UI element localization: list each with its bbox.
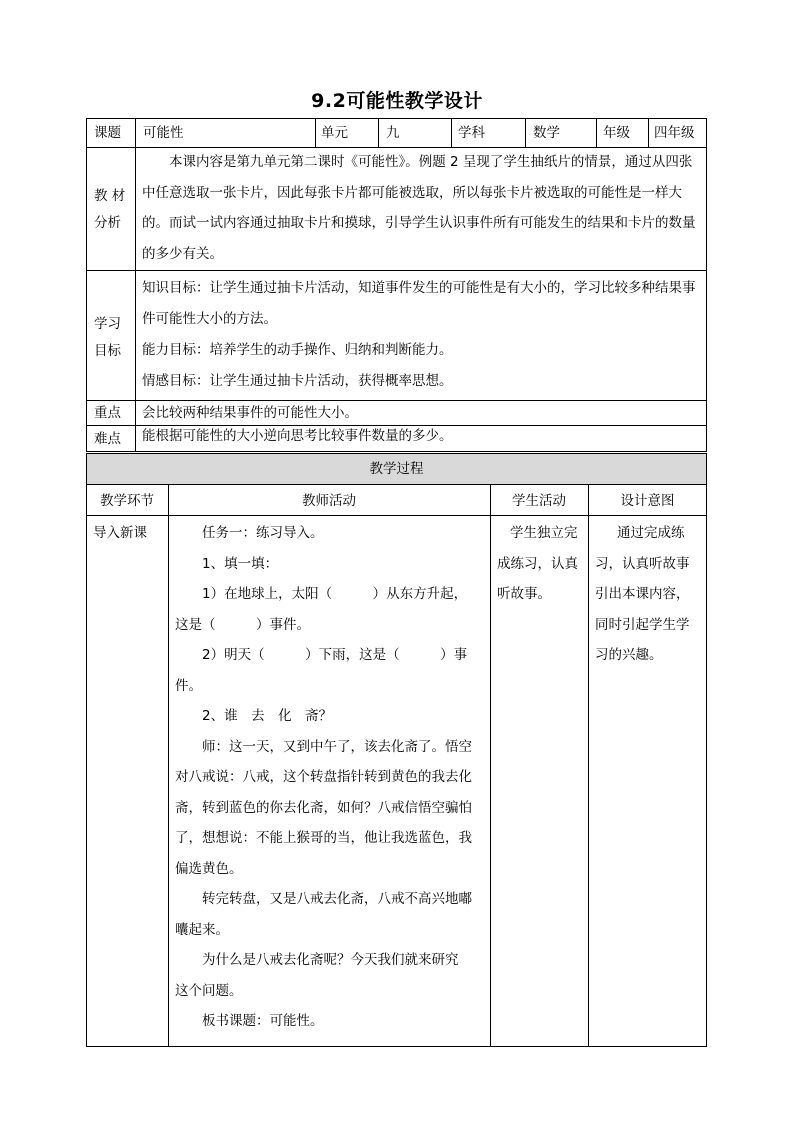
material-label-1: 教 材	[94, 188, 126, 204]
teacher-line: 2）明天（ ）下雨，这是（ ）事	[202, 647, 468, 663]
grade-label: 年级	[603, 125, 630, 141]
material-label-2: 分析	[94, 215, 121, 231]
student-activity	[497, 518, 585, 610]
col-divider	[378, 118, 379, 147]
col-teacher-header: 教师活动	[302, 493, 356, 509]
col-divider	[588, 485, 589, 1047]
row-divider	[86, 270, 707, 271]
col-stage-header: 教学环节	[100, 493, 154, 509]
material-text: 本课内容是第九单元第二课时《可能性》。例题 2 呈现了学生抽纸片的情景，通过从四张中任意选取一张卡片，因此每张卡片都可能被选取，所以每张卡片被选取的可能性是一样大的。而试一试内容通过抽取卡片和摸球，引导学生认识事件所有可能发生的结果和卡片的数量的多少有关。	[142, 154, 696, 262]
student-line: 听故事。	[497, 586, 551, 602]
goal-emotion: 情感目标：让学生通过抽卡片活动，获得概率思想。	[142, 373, 453, 389]
col-divider	[490, 485, 491, 1047]
goal-ability: 能力目标：培养学生的动手操作、归纳和判断能力。	[142, 342, 453, 358]
design-line: 通过完成练	[617, 525, 685, 541]
teacher-line: 这是（ ）事件。	[175, 616, 310, 633]
row-divider	[86, 425, 707, 426]
teacher-line: 偏选黄色。	[175, 860, 243, 877]
col-student-header: 学生活动	[512, 493, 566, 509]
teacher-line: 任务一：练习导入。	[202, 525, 324, 541]
grade-value: 四年级	[654, 125, 695, 141]
teacher-line: 2、谁 去 化 斋？	[202, 708, 333, 724]
teacher-line: 了，想想说：不能上猴哥的当，他让我选蓝色，我	[175, 830, 472, 846]
col-divider	[648, 118, 649, 147]
difficulty-label: 难点	[94, 431, 121, 447]
goals-label-2: 目标	[94, 343, 121, 359]
teacher-line: 板书课题：可能性。	[202, 1013, 324, 1029]
teacher-line: 为什么是八戒去化斋呢？今天我们就来研究	[202, 952, 459, 968]
key-point-text: 会比较两种结果事件的可能性大小。	[142, 405, 358, 421]
teacher-line: 1、填一填：	[202, 555, 279, 572]
design-line: 习，认真听故事	[595, 555, 690, 572]
col-divider	[315, 118, 316, 147]
unit-value: 九	[386, 125, 400, 141]
design-line: 引出本课内容，	[595, 586, 690, 602]
col-divider	[451, 118, 452, 147]
design-intent	[595, 518, 705, 671]
subject-label: 学科	[458, 125, 485, 141]
col-divider	[135, 118, 136, 452]
page-title: 9.2可能性教学设计	[311, 90, 483, 112]
teacher-line: 件。	[175, 677, 202, 694]
col-divider	[525, 118, 526, 147]
course-value: 可能性	[143, 125, 184, 141]
row-divider	[86, 515, 707, 516]
row-divider	[86, 400, 707, 401]
process-header: 教学过程	[86, 453, 707, 485]
teacher-line: 这个问题。	[175, 982, 243, 999]
teacher-line: 囔起来。	[175, 921, 229, 938]
col-design-header: 设计意图	[620, 493, 675, 509]
stage-name: 导入新课	[93, 525, 147, 541]
teacher-line: 转完转盘，又是八戒去化斋，八戒不高兴地嘟	[202, 891, 472, 907]
design-line: 习的兴趣。	[595, 647, 663, 663]
teacher-line: 斋，转到蓝色的你去化斋，如何？八戒信悟空骗怕	[175, 799, 472, 816]
goals-label-1: 学习	[94, 316, 121, 332]
teacher-line: 师：这一天，又到中午了，该去化斋了。悟空	[202, 738, 472, 755]
student-line: 学生独立完	[510, 525, 578, 541]
col-divider	[168, 485, 169, 1047]
unit-label: 单元	[321, 125, 348, 141]
subject-value: 数学	[533, 125, 560, 141]
goal-knowledge: 知识目标：让学生通过抽卡片活动，知道事件发生的可能性是有大小的，学习比较多种结果事件可能性大小的方法。	[142, 280, 696, 327]
key-point-label: 重点	[94, 405, 121, 421]
difficulty-text: 能根据可能性的大小逆向思考比较事件数量的多少。	[142, 428, 453, 444]
teacher-line: 对八戒说：八戒，这个转盘指针转到黄色的我去化	[175, 769, 472, 785]
teacher-line: 1）在地球上，太阳（ ）从东方升起，	[202, 586, 468, 602]
student-line: 成练习，认真	[497, 555, 578, 572]
course-label: 课题	[94, 125, 121, 141]
teacher-activity	[175, 518, 485, 1037]
col-divider	[596, 118, 597, 147]
design-line: 同时引起学生学	[595, 616, 690, 633]
